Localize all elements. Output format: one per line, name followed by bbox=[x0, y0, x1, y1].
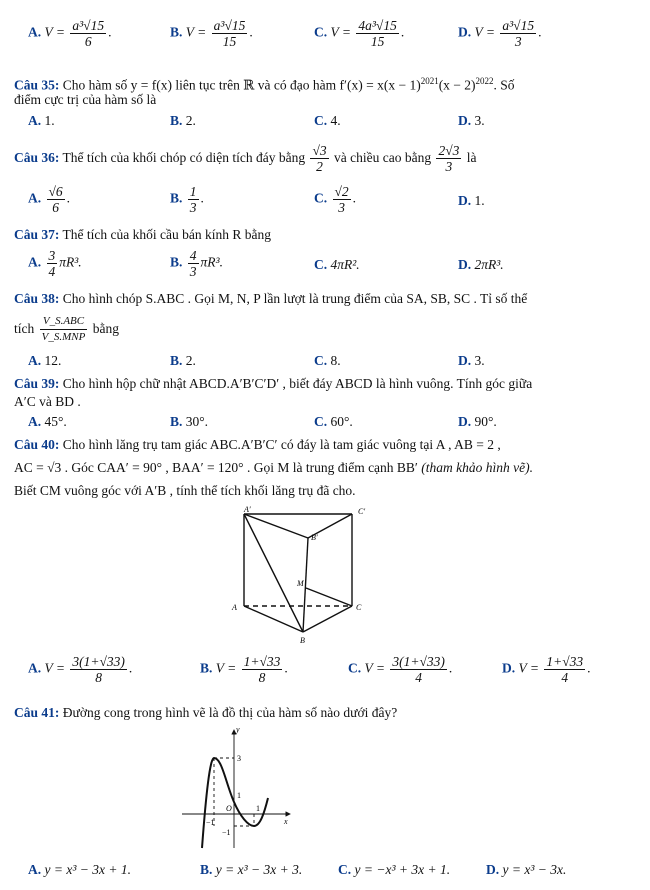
q35-option-d: D. 3. bbox=[458, 113, 485, 128]
label-y: y bbox=[236, 725, 240, 734]
q39-option-d: D. 90°. bbox=[458, 414, 497, 429]
fraction: $\frac{1+√33}{8}$ bbox=[243, 654, 281, 685]
label-c-prime: C′ bbox=[358, 507, 366, 516]
q40-option-b: B. V = $\frac{1+√33}{8}$ . bbox=[200, 654, 288, 685]
q37-option-b: B. $\frac{4}{3}$ πR³. bbox=[170, 248, 223, 279]
curve bbox=[202, 758, 268, 848]
q39-option-a: A. 45°. bbox=[28, 414, 67, 429]
q35-option-c: C. 4. bbox=[314, 113, 341, 128]
q37-option-a: A. $\frac{3}{4}$ πR³. bbox=[28, 248, 82, 279]
question-35: Câu 35: Cho hàm số y = f(x) liên tục trên ℝ và có đạo hàm $f'(x) = x(x - 1)^{2021}(x - 2)^{2022}$. Số bbox=[14, 76, 515, 93]
q36-option-d: D. 1. bbox=[458, 193, 485, 208]
label-b-prime: B′ bbox=[311, 533, 318, 542]
fraction: $\frac{\text{a³√15}}{15}$ bbox=[213, 18, 246, 49]
fraction: $\frac{\text{4a³√15}}{15}$ bbox=[358, 18, 397, 49]
label-c: C bbox=[356, 603, 362, 612]
label-a: A bbox=[232, 603, 237, 612]
q39-option-c: C. 60°. bbox=[314, 414, 353, 429]
q34-option-b: B. V = $\frac{\text{a³√15}}{15}$ . bbox=[170, 18, 253, 49]
label-origin: O bbox=[226, 804, 232, 813]
fraction: $\frac{3}{4}$ bbox=[48, 248, 56, 279]
fraction: $\frac{√3}{2}$ bbox=[312, 143, 327, 175]
question-40-line2: AC = √3 . Góc CAA′ = 90° , BAA′ = 120° . Gọi M là trung điểm cạnh BB′ (tham khảo hình vẽ). bbox=[14, 460, 533, 475]
q37-option-c: C. 4πR². bbox=[314, 257, 360, 272]
q35-option-a: A. 1. bbox=[28, 113, 55, 128]
fraction: $\frac{2√3}{3}$ bbox=[438, 143, 460, 175]
question-38-line2: tích $\frac{\text{V\_S.ABC}}{\text{V\_S.MNP}}$ bằng bbox=[14, 315, 119, 344]
q41-option-c: C. y = −x³ + 3x + 1. bbox=[338, 862, 451, 877]
q35-option-b: B. 2. bbox=[170, 113, 196, 128]
question-37: Câu 37: Thể tích của khối cầu bán kính R bằng bbox=[14, 227, 271, 242]
fraction: $\frac{4}{3}$ bbox=[189, 248, 197, 279]
question-41: Câu 41: Đường cong trong hình vẽ là đồ thị của hàm số nào dưới đây? bbox=[14, 705, 398, 720]
question-35-line2: điểm cực trị của hàm số là bbox=[14, 92, 157, 107]
label-1-y: 1 bbox=[237, 791, 241, 800]
label-m: M bbox=[297, 579, 304, 588]
q34-option-d: D. V = $\frac{\text{a³√15}}{3}$ . bbox=[458, 18, 542, 49]
fraction: $\frac{\text{V\_S.ABC}}{\text{V\_S.MNP}}$ bbox=[41, 315, 86, 344]
q34-option-a: A. V = $\frac{\text{a³√15}}{6}$ . bbox=[28, 18, 112, 49]
fraction: $\frac{\text{a³√15}}{6}$ bbox=[72, 18, 105, 49]
fraction: $\frac{3(1+√33)}{8}$ bbox=[72, 654, 125, 685]
label-x: x bbox=[284, 817, 288, 826]
label-b: B bbox=[300, 636, 305, 645]
q36-option-c: C. $\frac{√2}{3}$ . bbox=[314, 184, 357, 215]
question-36: Câu 36: Thể tích của khối chóp có diện tích đáy bằng $\frac{√3}{2}$ và chiều cao bằng $\frac{2√3}{3}$ là bbox=[14, 143, 477, 175]
q41-option-a: A. y = x³ − 3x + 1. bbox=[28, 862, 131, 877]
q40-option-a: A. V = $\frac{3(1+√33)}{8}$ . bbox=[28, 654, 133, 685]
fraction: $\frac{1}{3}$ bbox=[189, 184, 197, 215]
fraction: $\frac{3(1+√33)}{4}$ bbox=[392, 654, 445, 685]
label-neg1-y: −1 bbox=[222, 828, 231, 837]
q38-option-b: B. 2. bbox=[170, 353, 196, 368]
q41-option-b: B. y = x³ − 3x + 3. bbox=[200, 862, 303, 877]
fraction: $\frac{√6}{6}$ bbox=[48, 184, 63, 215]
q38-option-a: A. 12. bbox=[28, 353, 62, 368]
q38-option-d: D. 3. bbox=[458, 353, 485, 368]
label-neg1-x: −1 bbox=[206, 818, 215, 827]
fraction: $\frac{1+√33}{4}$ bbox=[546, 654, 584, 685]
q37-option-d: D. 2πR³. bbox=[458, 257, 504, 272]
prism-figure bbox=[218, 504, 378, 646]
q41-option-d: D. y = x³ − 3x. bbox=[486, 862, 567, 877]
q40-option-c: C. V = $\frac{3(1+√33)}{4}$ . bbox=[348, 654, 453, 685]
q38-option-c: C. 8. bbox=[314, 353, 341, 368]
q40-option-d: D. V = $\frac{1+√33}{4}$ . bbox=[502, 654, 591, 685]
question-40-line3: Biết CM vuông góc với A′B , tính thể tích khối lăng trụ đã cho. bbox=[14, 483, 356, 498]
question-38: Câu 38: Cho hình chóp S.ABC . Gọi M, N, P lần lượt là trung điểm của SA, SB, SC . Tỉ số thể bbox=[14, 291, 528, 306]
q39-option-b: B. 30°. bbox=[170, 414, 209, 429]
fraction: $\frac{√2}{3}$ bbox=[334, 184, 349, 215]
question-40: Câu 40: Cho hình lăng trụ tam giác ABC.A′B′C′ có đáy là tam giác vuông tại A , AB = 2 , bbox=[14, 437, 501, 452]
cubic-graph bbox=[178, 724, 296, 852]
label-1-x: 1 bbox=[256, 804, 260, 813]
question-39: Câu 39: Cho hình hộp chữ nhật ABCD.A′B′C′D′ , biết đáy ABCD là hình vuông. Tính góc giữa bbox=[14, 376, 533, 391]
question-39-line2: A′C và BD . bbox=[14, 394, 81, 409]
q36-option-a: A. $\frac{√6}{6}$ . bbox=[28, 184, 71, 215]
q36-option-b: B. $\frac{1}{3}$ . bbox=[170, 184, 204, 215]
label-a-prime: A′ bbox=[244, 505, 251, 514]
q34-option-c: C. V = $\frac{\text{4a³√15}}{15}$ . bbox=[314, 18, 405, 49]
label-3: 3 bbox=[237, 754, 241, 763]
fraction: $\frac{\text{a³√15}}{3}$ bbox=[502, 18, 535, 49]
